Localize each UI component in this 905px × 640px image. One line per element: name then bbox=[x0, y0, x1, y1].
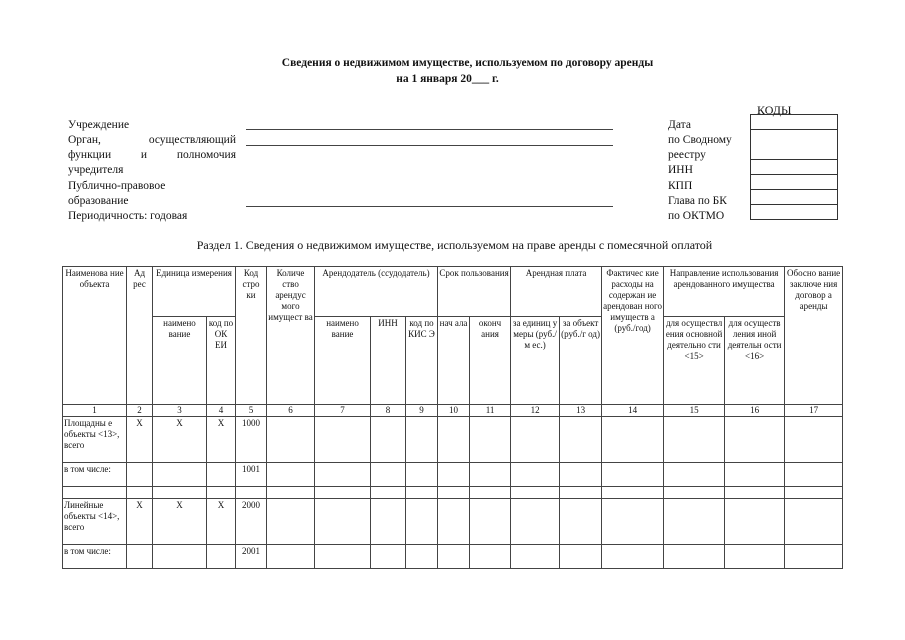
row-value-cell[interactable] bbox=[438, 499, 470, 545]
row-value-cell[interactable] bbox=[511, 417, 560, 463]
col-num: 4 bbox=[207, 405, 236, 417]
row-code-cell[interactable]: 2000 bbox=[236, 499, 267, 545]
code-inn-cell[interactable] bbox=[751, 160, 838, 175]
row-name-cell[interactable]: Линейные объекты <14>, всего bbox=[63, 499, 127, 545]
header-actual-costs: Фактичес кие расходы на содержан ие арендован ного имуществ а (руб./год) bbox=[602, 267, 664, 405]
row-value-cell[interactable] bbox=[725, 463, 785, 487]
row-value-cell[interactable] bbox=[371, 487, 406, 499]
row-value-cell[interactable] bbox=[725, 487, 785, 499]
public-entity-label: Публично-правовое bbox=[68, 180, 166, 192]
row-value-cell[interactable] bbox=[602, 499, 664, 545]
row-value-cell[interactable] bbox=[664, 487, 725, 499]
column-number-row bbox=[63, 405, 843, 417]
public-entity-label-2: образование bbox=[68, 195, 129, 207]
col-num: 5 bbox=[236, 405, 267, 417]
col-num: 10 bbox=[438, 405, 470, 417]
table-row bbox=[63, 487, 843, 499]
row-unit-name-cell[interactable]: X bbox=[153, 499, 207, 545]
header-name: Наименова ние объекта bbox=[63, 267, 127, 405]
header-rent-per-object: за объект (руб./г од) bbox=[560, 317, 602, 405]
code-label-inn: ИНН bbox=[668, 164, 693, 176]
row-value-cell[interactable] bbox=[438, 417, 470, 463]
founder-label: учредителя bbox=[68, 164, 124, 176]
code-label-kpp: КПП bbox=[668, 180, 693, 192]
row-value-cell[interactable] bbox=[602, 487, 664, 499]
code-registry-cell[interactable] bbox=[751, 130, 838, 160]
row-value-cell[interactable] bbox=[438, 487, 470, 499]
section-title: Раздел 1. Сведения о недвижимом имуществе, используемом на праве аренды с помесячной оплатой bbox=[196, 238, 713, 252]
col-num: 14 bbox=[602, 405, 664, 417]
row-value-cell[interactable] bbox=[511, 463, 560, 487]
col-num: 9 bbox=[406, 405, 438, 417]
periodicity-label: Периодичность: годовая bbox=[68, 210, 188, 222]
row-value-cell[interactable] bbox=[470, 487, 511, 499]
header-period-end: оконч ания bbox=[470, 317, 511, 405]
header-quantity: Количе ство арендус мого имущест ва bbox=[267, 267, 315, 405]
row-unit-name-cell[interactable] bbox=[153, 545, 207, 569]
table-row bbox=[63, 463, 843, 487]
code-bk-cell[interactable] bbox=[751, 190, 838, 205]
row-value-cell[interactable] bbox=[560, 417, 602, 463]
header-unit-name: наимено вание bbox=[153, 317, 207, 405]
row-name-cell[interactable] bbox=[63, 487, 127, 499]
institution-label: Учреждение bbox=[68, 119, 130, 131]
form-title: Сведения о недвижимом имуществе, используемом по договору аренды bbox=[281, 57, 654, 69]
row-value-cell[interactable] bbox=[602, 545, 664, 569]
header-dir-main: для осуществл ения основной деятельно сти <15> bbox=[664, 317, 725, 405]
row-value-cell[interactable] bbox=[267, 417, 315, 463]
header-period-start: нач ала bbox=[438, 317, 470, 405]
row-address-cell[interactable] bbox=[127, 463, 153, 487]
code-label-date: Дата bbox=[668, 119, 691, 131]
header-rent-per-unit: за единиц у меры (руб./м ес.) bbox=[511, 317, 560, 405]
code-kpp-cell[interactable] bbox=[751, 175, 838, 190]
row-value-cell[interactable] bbox=[664, 463, 725, 487]
header-unit-code: код по ОК ЕИ bbox=[207, 317, 236, 405]
header-lessor-kise: код по КИС Э bbox=[406, 317, 438, 405]
row-value-cell[interactable] bbox=[664, 417, 725, 463]
row-unit-name-cell[interactable] bbox=[153, 487, 207, 499]
row-value-cell[interactable] bbox=[511, 487, 560, 499]
table-row bbox=[63, 545, 843, 569]
header-unit: Единица измерения bbox=[153, 267, 236, 317]
table-row bbox=[63, 499, 843, 545]
row-value-cell[interactable] bbox=[560, 545, 602, 569]
row-value-cell[interactable] bbox=[560, 487, 602, 499]
row-value-cell[interactable] bbox=[785, 487, 843, 499]
header-lessor: Арендодатель (ссудодатель) bbox=[315, 267, 438, 317]
table-row bbox=[63, 417, 843, 463]
row-unit-code-cell[interactable] bbox=[207, 487, 236, 499]
row-name-cell[interactable]: в том числе: bbox=[63, 545, 127, 569]
row-value-cell[interactable] bbox=[725, 545, 785, 569]
code-label-oktmo: по ОКТМО bbox=[668, 210, 725, 222]
row-value-cell[interactable] bbox=[511, 545, 560, 569]
row-code-cell[interactable]: 2001 bbox=[236, 545, 267, 569]
row-code-cell[interactable]: 1001 bbox=[236, 463, 267, 487]
row-address-cell[interactable] bbox=[127, 545, 153, 569]
row-code-cell[interactable]: 1000 bbox=[236, 417, 267, 463]
organ-line[interactable] bbox=[246, 145, 613, 146]
row-value-cell[interactable] bbox=[315, 487, 371, 499]
row-value-cell[interactable] bbox=[438, 463, 470, 487]
header-period: Срок пользования bbox=[438, 267, 511, 317]
rent-table bbox=[62, 266, 843, 569]
row-value-cell[interactable] bbox=[785, 545, 843, 569]
row-value-cell[interactable] bbox=[664, 545, 725, 569]
row-value-cell[interactable] bbox=[315, 545, 371, 569]
row-value-cell[interactable] bbox=[560, 463, 602, 487]
row-value-cell[interactable] bbox=[785, 463, 843, 487]
row-value-cell[interactable] bbox=[267, 499, 315, 545]
code-oktmo-cell[interactable] bbox=[751, 205, 838, 220]
row-value-cell[interactable] bbox=[511, 499, 560, 545]
row-value-cell[interactable] bbox=[406, 545, 438, 569]
row-value-cell[interactable] bbox=[267, 463, 315, 487]
row-value-cell[interactable] bbox=[470, 499, 511, 545]
row-value-cell[interactable] bbox=[406, 417, 438, 463]
row-value-cell[interactable] bbox=[470, 463, 511, 487]
col-num: 3 bbox=[153, 405, 207, 417]
row-unit-code-cell[interactable]: X bbox=[207, 499, 236, 545]
code-date-cell[interactable] bbox=[751, 115, 838, 130]
row-value-cell[interactable] bbox=[560, 499, 602, 545]
codes-header: КОДЫ bbox=[757, 103, 792, 117]
header-lessor-name: наимено вание bbox=[315, 317, 371, 405]
col-num: 12 bbox=[511, 405, 560, 417]
row-value-cell[interactable] bbox=[406, 487, 438, 499]
form-date: на 1 января 20___ г. bbox=[396, 73, 499, 85]
public-entity-line[interactable] bbox=[246, 206, 613, 207]
col-num: 2 bbox=[127, 405, 153, 417]
row-value-cell[interactable] bbox=[470, 417, 511, 463]
row-value-cell[interactable] bbox=[406, 499, 438, 545]
row-address-cell[interactable]: X bbox=[127, 417, 153, 463]
row-address-cell[interactable]: X bbox=[127, 499, 153, 545]
row-value-cell[interactable] bbox=[371, 545, 406, 569]
code-label-registry-2: реестру bbox=[668, 149, 706, 161]
col-num: 13 bbox=[560, 405, 602, 417]
row-value-cell[interactable] bbox=[438, 545, 470, 569]
row-unit-code-cell[interactable]: X bbox=[207, 417, 236, 463]
row-value-cell[interactable] bbox=[602, 463, 664, 487]
header-direction: Направление использования арендованного имущества bbox=[664, 267, 785, 317]
row-address-cell[interactable] bbox=[127, 487, 153, 499]
col-num: 11 bbox=[470, 405, 511, 417]
row-unit-code-cell[interactable] bbox=[207, 463, 236, 487]
row-code-cell[interactable] bbox=[236, 487, 267, 499]
col-num: 1 bbox=[63, 405, 127, 417]
institution-line[interactable] bbox=[246, 129, 613, 130]
organ-label: Орган, осуществляющий bbox=[68, 134, 236, 146]
row-value-cell[interactable] bbox=[267, 487, 315, 499]
header-line-code: Код стро ки bbox=[236, 267, 267, 405]
row-value-cell[interactable] bbox=[315, 499, 371, 545]
col-num: 15 bbox=[664, 405, 725, 417]
row-name-cell[interactable]: в том числе: bbox=[63, 463, 127, 487]
header-justification: Обосно вание заключе ния договор а аренды bbox=[785, 267, 843, 405]
row-unit-name-cell[interactable] bbox=[153, 463, 207, 487]
row-value-cell[interactable] bbox=[315, 463, 371, 487]
code-label-bk: Глава по БК bbox=[668, 195, 727, 207]
row-value-cell[interactable] bbox=[371, 499, 406, 545]
row-value-cell[interactable] bbox=[371, 417, 406, 463]
row-unit-code-cell[interactable] bbox=[207, 545, 236, 569]
row-unit-name-cell[interactable]: X bbox=[153, 417, 207, 463]
row-value-cell[interactable] bbox=[725, 417, 785, 463]
col-num: 6 bbox=[267, 405, 315, 417]
row-value-cell[interactable] bbox=[315, 417, 371, 463]
functions-label: функции и полномочия bbox=[68, 149, 236, 161]
row-value-cell[interactable] bbox=[664, 499, 725, 545]
col-num: 7 bbox=[315, 405, 371, 417]
row-value-cell[interactable] bbox=[725, 499, 785, 545]
row-value-cell[interactable] bbox=[785, 499, 843, 545]
row-value-cell[interactable] bbox=[371, 463, 406, 487]
row-value-cell[interactable] bbox=[785, 417, 843, 463]
col-num: 16 bbox=[725, 405, 785, 417]
col-num: 8 bbox=[371, 405, 406, 417]
row-value-cell[interactable] bbox=[602, 417, 664, 463]
code-label-registry: по Сводному bbox=[668, 134, 732, 146]
row-value-cell[interactable] bbox=[406, 463, 438, 487]
header-rent: Арендная плата bbox=[511, 267, 602, 317]
header-lessor-inn: ИНН bbox=[371, 317, 406, 405]
header-dir-other: для осуществ ления иной деятельн ости <16> bbox=[725, 317, 785, 405]
codes-box bbox=[750, 114, 838, 220]
header-address: Ад рес bbox=[127, 267, 153, 405]
col-num: 17 bbox=[785, 405, 843, 417]
row-name-cell[interactable]: Площадны е объекты <13>, всего bbox=[63, 417, 127, 463]
row-value-cell[interactable] bbox=[470, 545, 511, 569]
row-value-cell[interactable] bbox=[267, 545, 315, 569]
